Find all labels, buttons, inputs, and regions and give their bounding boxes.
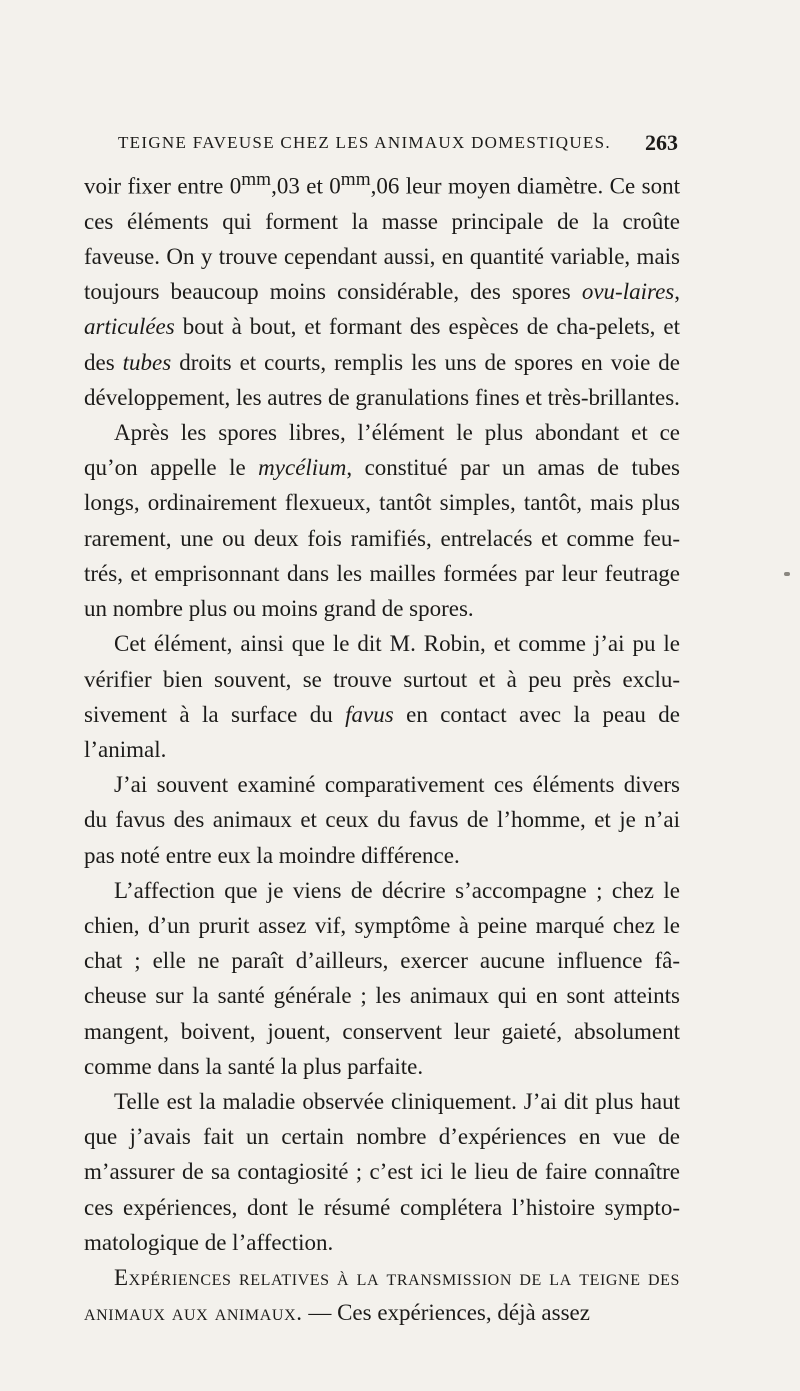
paragraph-text: Cet élément, ainsi que le dit M. Robin, et comme j’ai pu le vérifier bien souvent, se trouve surtout et à peu près exclu-sivement à la surface du bbox=[84, 631, 680, 727]
page-number: 263 bbox=[645, 130, 678, 155]
paragraph-text: bout à bout, et formant des espèces de cha-pelets, et des bbox=[84, 314, 680, 375]
paragraph-text: ,06 leur moyen diamètre. Ce sont ces éléments qui forment la masse principale de la croûte faveuse. On y trouve cependant aussi, en quantité variable, mais toujours beaucoup moins considérable, des spores bbox=[84, 173, 680, 305]
italic-term: articulées bbox=[84, 314, 175, 340]
unit-superscript: mm bbox=[241, 169, 272, 190]
ink-speck bbox=[784, 572, 790, 576]
running-title: TEIGNE FAVEUSE CHEZ LES ANIMAUX DOMESTIQUES. bbox=[118, 133, 611, 152]
italic-term: tubes bbox=[122, 349, 172, 375]
paragraph-text: L’affection que je viens de décrire s’accompagne ; chez le chien, d’un prurit assez vif, symptôme à peine marqué chez le chat ; elle ne paraît d’ailleurs, exercer aucune influence fâ-cheuse sur la santé générale ; les animaux qui en sont atteints mangent, boivent, jouent, conservent leur gaieté, absolument comme dans la santé la plus parfaite. bbox=[84, 877, 680, 1079]
body-text bbox=[84, 162, 680, 1330]
paragraph-4 bbox=[84, 767, 680, 873]
section-heading-paragraph bbox=[84, 1260, 680, 1330]
paragraph-2 bbox=[84, 415, 680, 626]
paragraph-text: , constitué par un amas de tubes longs, ordinairement flexueux, tantôt simples, tantôt, mais plus rarement, une ou deux fois ramifiés, entrelacés et comme feu-trés, et emprisonnant dans les mailles formées par leur feutrage un nombre plus ou moins grand de spores. bbox=[84, 455, 680, 622]
section-heading: Expériences relatives à la transmission de la teigne des animaux aux animaux. bbox=[84, 1264, 680, 1326]
italic-term: ovu-laires bbox=[581, 279, 675, 305]
paragraph-text: — Ces expériences, déjà assez bbox=[302, 1300, 590, 1326]
paragraph-text: voir fixer entre 0 bbox=[84, 173, 242, 199]
paragraph-6 bbox=[84, 1084, 680, 1260]
paragraph-text: Après les spores libres, l’élément le plus abondant et ce qu’on appelle le bbox=[84, 420, 680, 481]
paragraph-text: ,03 et 0 bbox=[271, 173, 341, 199]
paragraph-3 bbox=[84, 626, 680, 767]
italic-term: mycélium bbox=[258, 455, 347, 481]
paragraph-text: en contact avec la peau de l’animal. bbox=[84, 701, 680, 762]
paragraph-text: J’ai souvent examiné comparativement ces éléments divers du favus des animaux et ceux du favus de l’homme, et je n’ai pas noté entre eux la moindre différence. bbox=[84, 772, 680, 868]
paragraph-5 bbox=[84, 873, 680, 1084]
paragraph-text: Telle est la maladie observée cliniquement. J’ai dit plus haut que j’avais fait un certain nombre d’expériences en vue de m’assurer de sa contagiosité ; c’est ici le lieu de faire connaître ces expériences, dont le résumé complétera l’histoire sympto-matologique de l’affection. bbox=[84, 1088, 680, 1255]
unit-superscript: mm bbox=[340, 169, 371, 190]
paragraph-text: droits et courts, remplis les uns de spores en voie de développement, les autres de granulations fines et très-brillantes. bbox=[84, 349, 680, 410]
paragraph-text: , bbox=[674, 279, 680, 305]
italic-term: favus bbox=[345, 701, 394, 727]
running-head bbox=[118, 128, 678, 158]
paragraph-1 bbox=[84, 162, 680, 415]
